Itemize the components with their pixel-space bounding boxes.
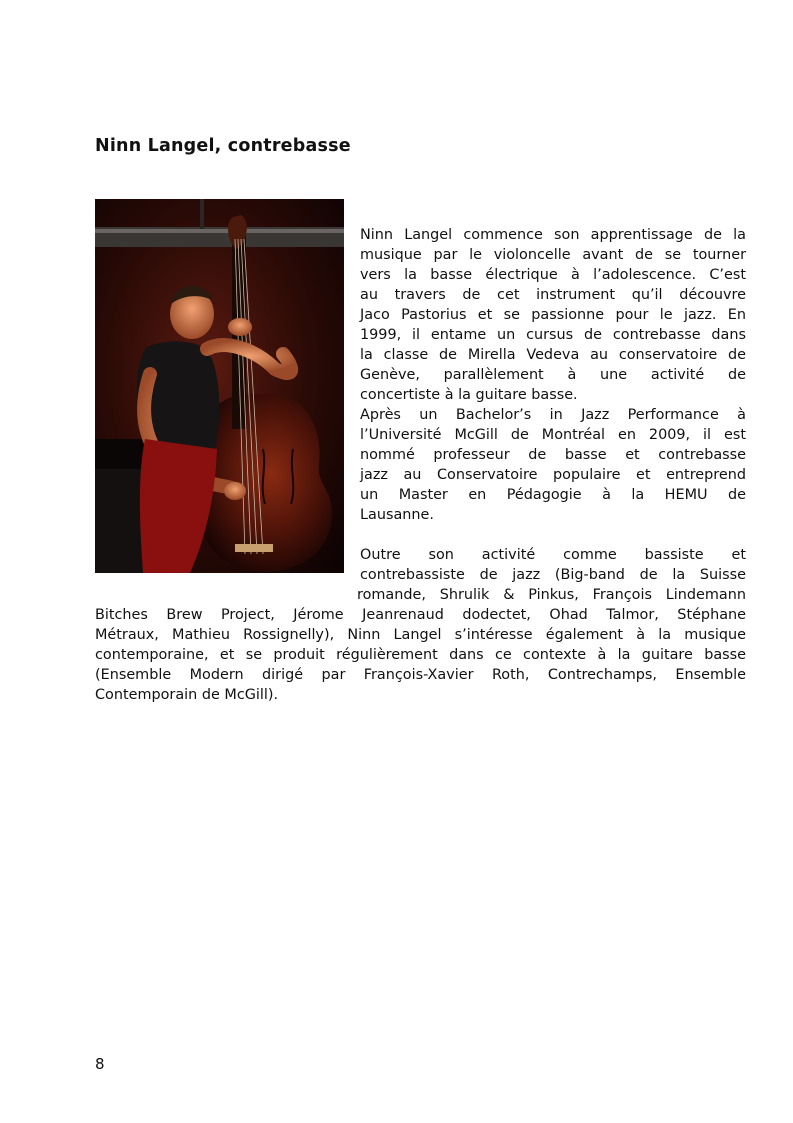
text-line: Genève, parallèlement à une activité de <box>360 367 746 383</box>
text-line: Jaco Pastorius et se passionne pour le jazz. En <box>360 307 746 323</box>
text-line: contrebassiste de jazz (Big-band de la Suisse <box>360 567 746 583</box>
text-line: Lausanne. <box>360 507 434 523</box>
paragraph-activities-full <box>95 605 746 705</box>
text-line: Métraux, Mathieu Rossignelly), Ninn Langel s’intéresse également à la musique <box>95 627 746 643</box>
text-line: vers la basse électrique à l’adolescence. C’est <box>360 267 746 283</box>
text-line: jazz au Conservatoire populaire et entreprend <box>360 467 746 483</box>
text-line: (Ensemble Modern dirigé par François-Xavier Roth, Contrechamps, Ensemble <box>95 667 746 683</box>
text-line: Ninn Langel commence son apprentissage de la <box>360 227 746 243</box>
paragraph-activities-side <box>357 545 746 605</box>
text-line: Bitches Brew Project, Jérome Jeanrenaud dodectet, Ohad Talmor, Stéphane <box>95 607 746 623</box>
text-line: Outre son activité comme bassiste et <box>360 547 746 563</box>
text-line: romande, Shrulik & Pinkus, François Lindemann <box>357 587 746 603</box>
page-number: 8 <box>95 1055 105 1073</box>
text-line: Contemporain de McGill). <box>95 687 279 703</box>
photo-musician-double-bass-icon <box>95 199 344 573</box>
text-line: Après un Bachelor’s in Jazz Performance à <box>360 407 746 423</box>
text-line: contemporaine, et se produit régulièrement dans ce contexte à la guitare basse <box>95 647 746 663</box>
text-line: concertiste à la guitare basse. <box>360 387 578 403</box>
text-line: 1999, il entame un cursus de contrebasse dans <box>360 327 746 343</box>
text-line: nommé professeur de basse et contrebasse <box>360 447 746 463</box>
text-line: un Master en Pédagogie à la HEMU de <box>360 487 746 503</box>
text-line: la classe de Mirella Vedeva au conservatoire de <box>360 347 746 363</box>
paragraph-education <box>360 405 746 525</box>
text-line: musique par le violoncelle avant de se tourner <box>360 247 746 263</box>
page-heading: Ninn Langel, contrebasse <box>95 136 351 156</box>
musician-photo <box>95 199 344 573</box>
text-line: au travers de cet instrument qu’il découvre <box>360 287 746 303</box>
text-line: l’Université McGill de Montréal en 2009, il est <box>360 427 746 443</box>
paragraph-career-start <box>360 225 746 405</box>
